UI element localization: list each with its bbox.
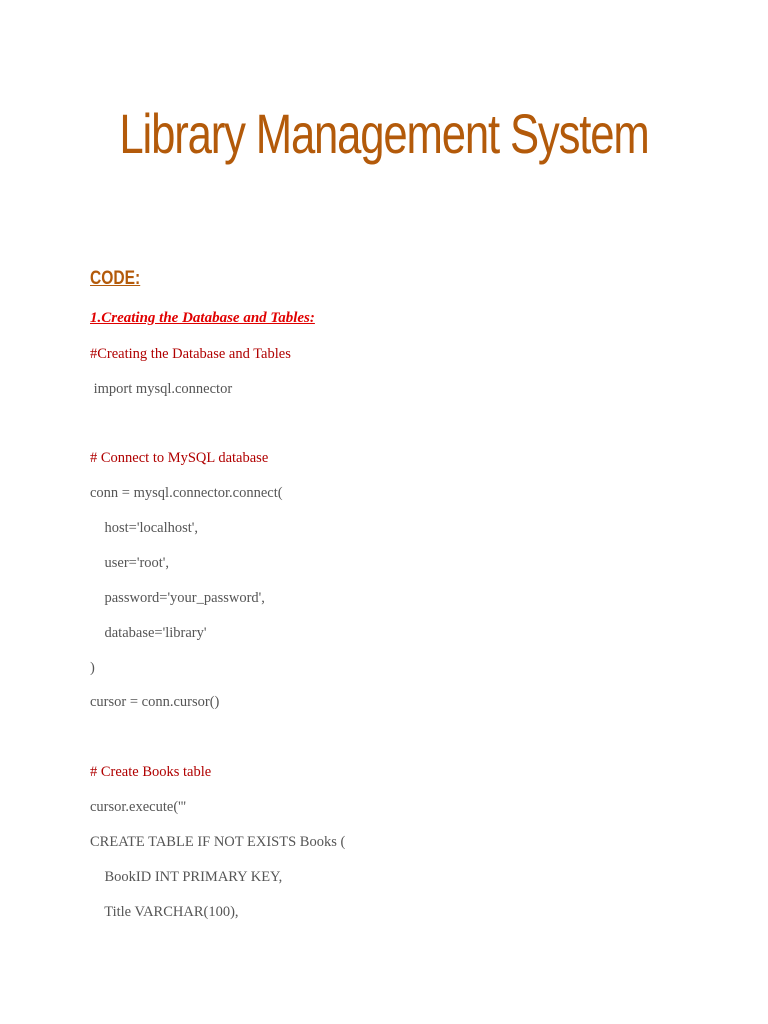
code-comment: # Connect to MySQL database	[90, 450, 269, 466]
subheading-creating-database: 1.Creating the Database and Tables:	[90, 310, 315, 326]
document-title: Library Management System	[119, 102, 649, 165]
code-comment: #Creating the Database and Tables	[90, 346, 291, 362]
code-line: database='library'	[90, 625, 207, 641]
code-line: cursor.execute('''	[90, 799, 186, 815]
code-line: user='root',	[90, 555, 170, 571]
code-comment: # Create Books table	[90, 764, 212, 780]
code-line: BookID INT PRIMARY KEY,	[90, 869, 283, 885]
code-line: password='your_password',	[90, 590, 265, 606]
code-line: CREATE TABLE IF NOT EXISTS Books (	[90, 834, 346, 850]
section-heading-code: CODE:	[90, 268, 141, 289]
code-line: cursor = conn.cursor()	[90, 694, 220, 710]
code-line: import mysql.connector	[90, 381, 233, 397]
code-line: conn = mysql.connector.connect(	[90, 485, 283, 501]
code-line: host='localhost',	[90, 520, 199, 536]
code-line: Title VARCHAR(100),	[90, 904, 239, 920]
code-line: )	[90, 660, 95, 676]
